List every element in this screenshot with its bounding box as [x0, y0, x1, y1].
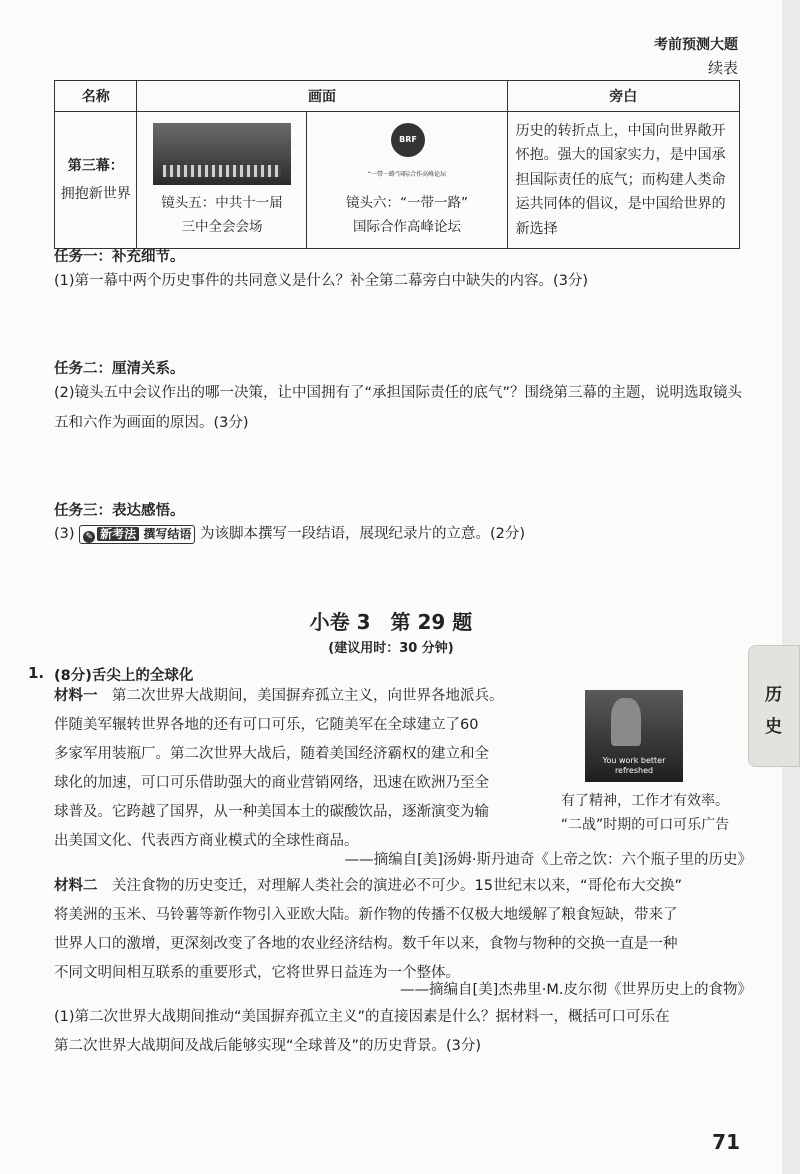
section-title: 小卷 3 第 29 题 — [309, 610, 473, 634]
badge-icon: ✎ — [83, 531, 95, 543]
ad-caption-1: 有了精神，工作才有效率。 — [561, 793, 729, 809]
shot6-cell — [307, 112, 507, 249]
shot5-cell — [137, 112, 307, 249]
act-name: 拥抱新世界 — [60, 186, 131, 202]
new-method-badge — [79, 525, 195, 544]
task3-question — [54, 519, 744, 549]
material2 — [54, 872, 754, 988]
page-edge — [782, 0, 800, 1174]
col-header-narration: 旁白 — [507, 81, 739, 112]
section-subtitle: (建议用时：30 分钟) — [328, 641, 454, 656]
section-header: 考前预测大题 — [654, 37, 738, 53]
material2-source: ——摘编自[美]杰弗里·M.皮尔彻《世界历史上的食物》 — [399, 982, 752, 998]
table-header-row — [55, 81, 740, 112]
shot6-caption-2: 国际合作高峰论坛 — [353, 219, 462, 235]
material2-line: 关注食物的历史变迁，对理解人类社会的演进必不可少。15世纪末以来，“哥伦布大交换” — [112, 878, 682, 894]
material1-line: 球化的加速，可口可乐借助强大的商业营销网络，迅速在欧洲乃至全 — [54, 775, 489, 791]
col-header-scene: 画面 — [137, 81, 507, 112]
shot6-caption-1: 镜头六：“一带一路” — [346, 195, 469, 211]
material2-line: 不同文明间相互联系的重要形式，它将世界日益连为一个整体。 — [54, 965, 460, 981]
subquestion-1 — [54, 1003, 670, 1061]
question-number: 1. — [28, 664, 45, 682]
col-header-name: 名称 — [55, 81, 137, 112]
task3-prefix: (3) — [54, 526, 75, 542]
brf-logo-mark: BRF — [391, 123, 425, 157]
material1 — [54, 682, 554, 856]
material1-source: ——摘编自[美]汤姆·斯丹迪奇《上帝之饮：六个瓶子里的历史》 — [344, 852, 752, 868]
subject-tab-history[interactable] — [748, 645, 800, 767]
material2-line: 将美洲的玉米、马铃薯等新作物引入亚欧大陆。新作物的传播不仅极大地缓解了粮食短缺，带来了 — [54, 907, 678, 923]
subquestion-1-line: 第二次世界大战期间及战后能够实现“全球普及”的历史背景。(3分) — [54, 1038, 482, 1054]
brf-logo — [347, 123, 467, 185]
material1-line: 多家军用装瓶厂。第二次世界大战后，随着美国经济霸权的建立和全 — [54, 746, 489, 762]
material2-line: 世界人口的激增，更深刻改变了各地的农业经济结构。数千年以来，食物与物种的交换一直是一种 — [54, 936, 678, 952]
shot5-caption-2: 三中全会会场 — [181, 219, 263, 235]
task3-title: 任务三：表达感悟。 — [54, 503, 185, 519]
act-cell — [55, 112, 137, 249]
coca-cola-ad-image — [585, 690, 683, 782]
ad-slogan: You work better refreshed — [602, 756, 666, 775]
tab-char: 史 — [765, 717, 782, 737]
page-number: 71 — [712, 1130, 740, 1154]
material1-label: 材料一 — [54, 688, 98, 704]
act-label: 第三幕： — [67, 158, 124, 174]
subquestion-1-line: (1)第二次世界大战期间推动“美国摒弃孤立主义”的直接因素是什么？据材料一，概括可口可乐在 — [54, 1009, 670, 1025]
ad-caption-2: “二战”时期的可口可乐广告 — [560, 817, 730, 833]
material1-line: 第二次世界大战期间，美国摒弃孤立主义，向世界各地派兵。 — [112, 688, 504, 704]
task2-title: 任务二：厘清关系。 — [54, 361, 185, 377]
shot5-caption-1: 镜头五：中共十一届 — [161, 195, 283, 211]
task2-question: (2)镜头五中会议作出的哪一决策，让中国拥有了“承担国际责任的底气”？围绕第三幕的主题，说明选取镜头五和六作为画面的原因。(3分) — [54, 385, 743, 431]
table-row — [55, 112, 740, 249]
narration-cell: 历史的转折点上，中国向世界敞开怀抱。强大的国家实力，是中国承担国际责任的底气；而构建人类命运共同体的倡议，是中国给世界的新选择 — [507, 112, 739, 249]
material1-line: 出美国文化、代表西方商业模式的全球性商品。 — [54, 833, 359, 849]
material2-label: 材料二 — [54, 878, 98, 894]
conference-photo — [153, 123, 291, 185]
task3-text: 为该脚本撰写一段结语，展现纪录片的立意。(2分) — [199, 526, 526, 542]
ad-figure — [611, 698, 641, 746]
continued-label: 续表 — [707, 59, 738, 77]
tab-char: 历 — [765, 685, 782, 705]
task1-question: (1)第一幕中两个历史事件的共同意义是什么？补全第二幕旁白中缺失的内容。(3分) — [54, 273, 589, 289]
badge-new-method: 新考法 — [97, 527, 139, 541]
script-table — [54, 80, 740, 249]
material1-line: 伴随美军辗转世界各地的还有可口可乐，它随美军在全球建立了60 — [54, 717, 479, 733]
badge-write-conclusion: 撰写结语 — [143, 527, 192, 541]
question-heading: (8分)舌尖上的全球化 — [54, 668, 194, 684]
brf-logo-subtitle: “一带一路”国际合作高峰论坛 — [367, 171, 447, 178]
task1-title: 任务一：补充细节。 — [54, 249, 185, 265]
material1-line: 球普及。它跨越了国界，从一种美国本土的碳酸饮品，逐渐演变为输 — [54, 804, 489, 820]
